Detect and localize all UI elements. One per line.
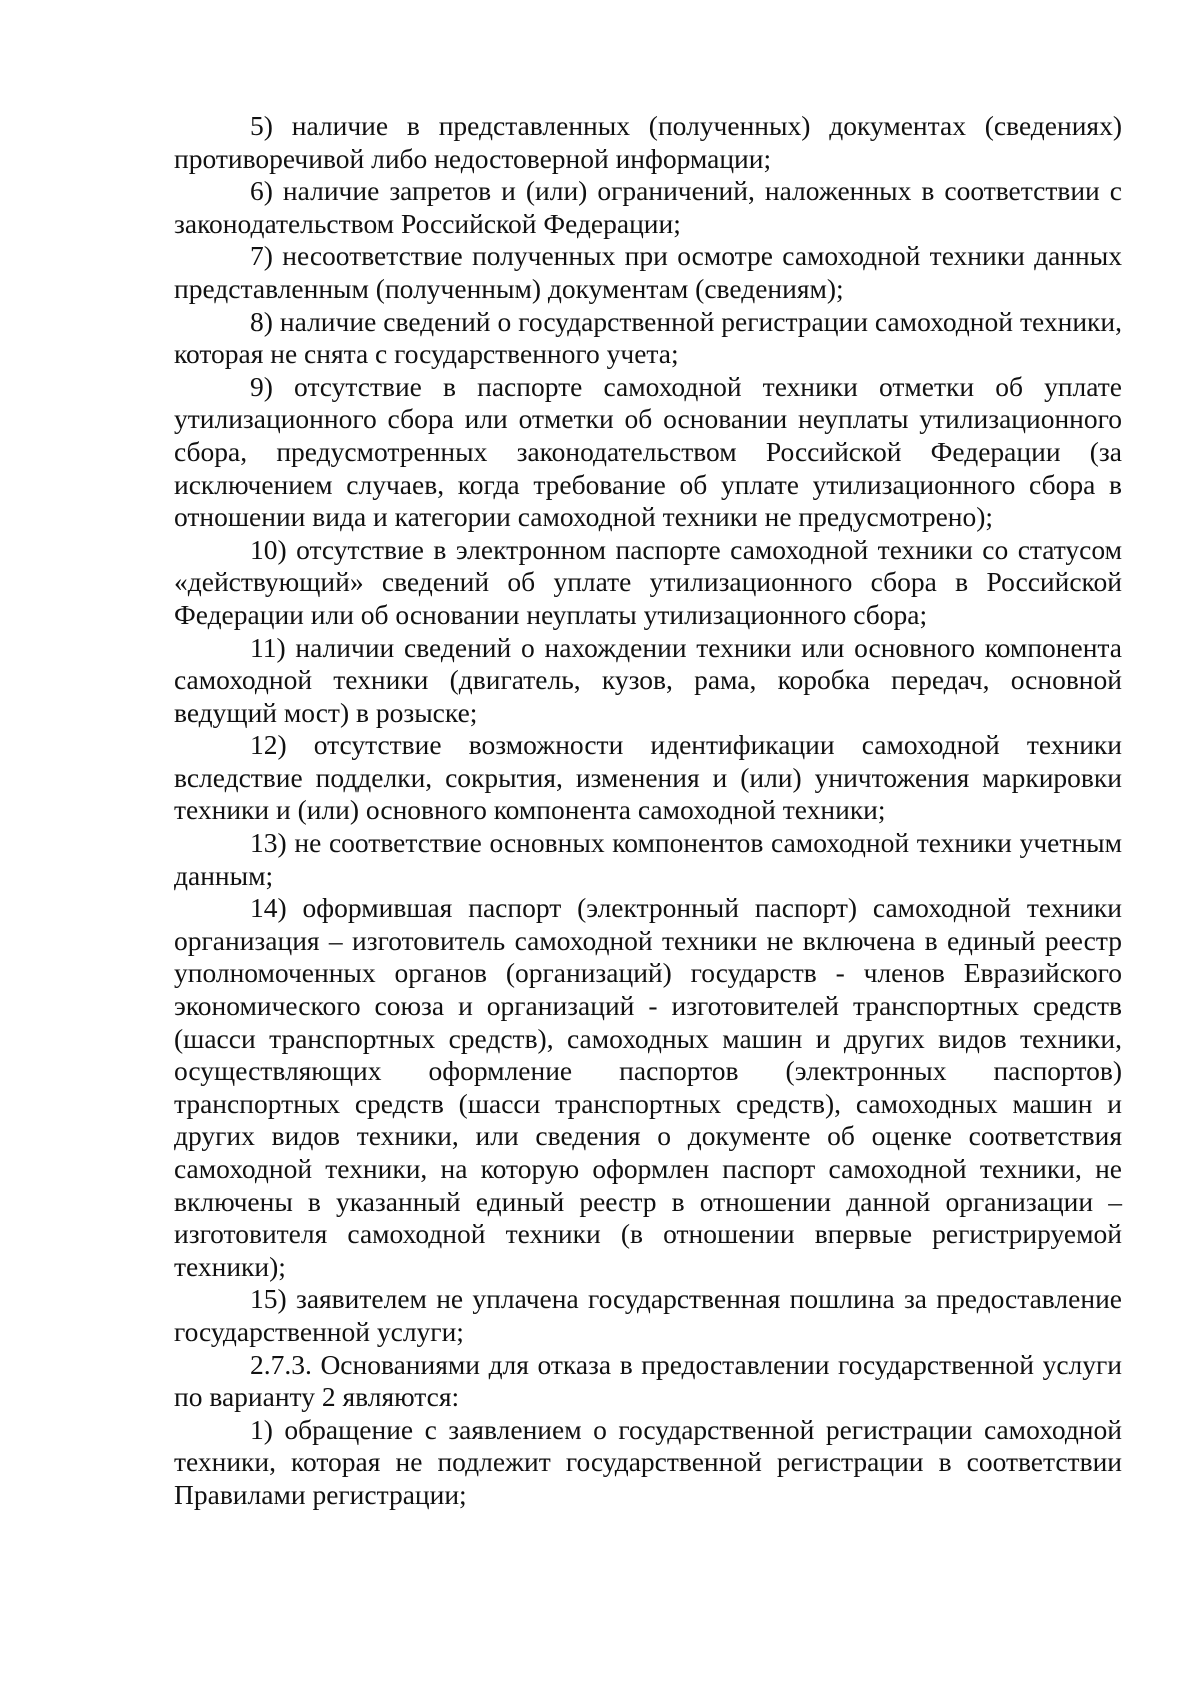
paragraph-item-14: 14) оформившая паспорт (электронный паспорт) самоходной техники организация – изготовитель самоходной техники не включена в единый реестр уполномоченных органов (организаций) государств - членов Евразийского экономического союза и организаций - изготовителей транспортных средств (шасси транспортных средств), самоходных машин и других видов техники, осуществляющих оформление паспортов (электронных паспортов) транспортных средств (шасси транспортных средств), самоходных машин и других видов техники, или сведения о документе об оценке соответствия самоходной техники, на которую оформлен паспорт самоходной техники, не включены в указанный единый реестр в отношении данной организации – изготовителя самоходной техники (в отношении впервые регистрируемой техники); [174,892,1122,1282]
paragraph-item-6: 6) наличие запретов и (или) ограничений, наложенных в соответствии с законодательством Российской Федерации; [174,175,1122,239]
paragraph-item-12: 12) отсутствие возможности идентификации самоходной техники вследствие подделки, сокрытия, изменения и (или) уничтожения маркировки техники и (или) основного компонента самоходной техники; [174,729,1122,826]
paragraph-item-15: 15) заявителем не уплачена государственная пошлина за предоставление государственной услуги; [174,1283,1122,1347]
paragraph-item-8: 8) наличие сведений о государственной регистрации самоходной техники, которая не снята с государственного учета; [174,305,1122,370]
section-heading-2-7-3: 2.7.3. Основаниями для отказа в предоставлении государственной услуги по варианту 2 являются: [174,1348,1122,1413]
document-page [174,110,1122,1512]
paragraph-item-5: 5) наличие в представленных (полученных) документах (сведениях) противоречивой либо недостоверной информации; [174,110,1122,174]
paragraph-item-13: 13) не соответствие основных компонентов самоходной техники учетным данным; [174,827,1122,891]
paragraph-item-10: 10) отсутствие в электронном паспорте самоходной техники со статусом «действующий» сведений об уплате утилизационного сбора в Российской Федерации или об основании неуплаты утилизационного сбора; [174,533,1122,630]
paragraph-item-7: 7) несоответствие полученных при осмотре самоходной техники данных представленным (полученным) документам (сведениям); [174,240,1122,304]
paragraph-item-9: 9) отсутствие в паспорте самоходной техники отметки об уплате утилизационного сбора или отметки об основании неуплаты утилизационного сбора, предусмотренных законодательством Российской Федерации (за исключением случаев, когда требование об уплате утилизационного сбора в отношении вида и категории самоходной техники не предусмотрено); [174,370,1122,533]
paragraph-item-11: 11) наличии сведений о нахождении техники или основного компонента самоходной техники (двигатель, кузов, рама, коробка передач, основной ведущий мост) в розыске; [174,631,1122,728]
paragraph-variant2-item-1: 1) обращение с заявлением о государственной регистрации самоходной техники, которая не подлежит государственной регистрации в соответствии Правилами регистрации; [174,1413,1122,1510]
